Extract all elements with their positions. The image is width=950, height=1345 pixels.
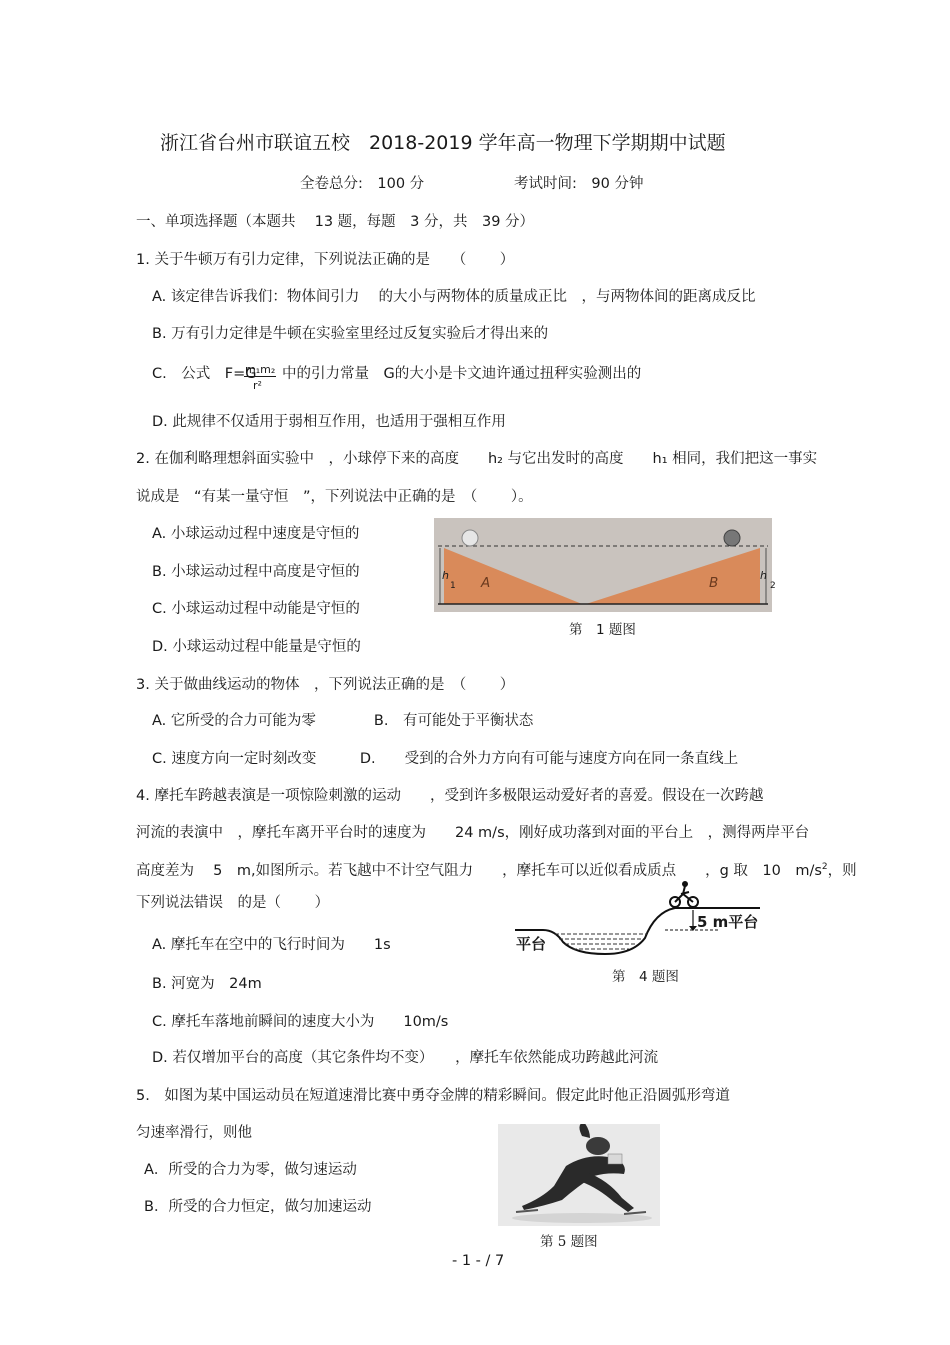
q5-stem-line1: 5. 如图为某中国运动员在短道速滑比赛中勇夺金牌的精彩瞬间。假定此时他正沿圆弧形弯道 bbox=[136, 1088, 730, 1104]
section-heading: 一、单项选择题（本题共 13 题，每题 3 分，共 39 分） bbox=[136, 214, 535, 230]
height-label-right: h bbox=[760, 569, 767, 582]
q4-stem-line3: 高度差为 5 m,如图所示。若飞越中不计空气阻力 ，摩托车可以近似看成质点 ，g 取 10 $m/s^2$，则 bbox=[136, 862, 857, 879]
speed-skater-photo bbox=[498, 1124, 660, 1226]
q2-stem-line2: 说成是 “有某一量守恒 ”，下列说法中正确的是 （ ）。 bbox=[136, 489, 533, 505]
page-number: - 1 - / 7 bbox=[452, 1253, 505, 1269]
ramp-label-b: B bbox=[709, 575, 719, 591]
q4-option-c: C. 摩托车落地前瞬间的速度大小为 10m/s bbox=[152, 1014, 449, 1030]
q2-option-d: D. 小球运动过程中能量是守恒的 bbox=[152, 639, 361, 655]
q4-stem-line4: 下列说法错误 的是（ ） bbox=[136, 895, 330, 911]
platform-height-label: 5 m平台 bbox=[697, 913, 759, 931]
q2-option-c: C. 小球运动过程中动能是守恒的 bbox=[152, 601, 360, 617]
q3-options-ab: A. 它所受的合力可能为零 B. 有可能处于平衡状态 bbox=[152, 713, 534, 729]
q1-option-b: B. 万有引力定律是牛顿在实验室里经过反复实验后才得出来的 bbox=[152, 326, 549, 342]
q2-stem-line1: 2. 在伽利略理想斜面实验中 ，小球停下来的高度 h₂ 与它出发时的高度 h₁ 相同，我们把这一事实 bbox=[136, 451, 818, 467]
formula-denominator: r² bbox=[253, 379, 262, 392]
platform-label-left: 平台 bbox=[516, 935, 547, 953]
galileo-ramp-figure bbox=[434, 518, 772, 612]
formula-numerator: m₁m₂ bbox=[245, 363, 276, 376]
q5-option-b: B．所受的合力恒定，做匀加速运动 bbox=[144, 1199, 372, 1215]
total-score: 全卷总分: 100 分 bbox=[300, 176, 425, 192]
figure-1-caption: 第 1 题图 bbox=[569, 622, 636, 638]
motorcycle-icon bbox=[670, 881, 698, 907]
ball-end bbox=[724, 530, 740, 546]
figure-5-caption: 第 5 题图 bbox=[540, 1234, 598, 1250]
q5-stem-line2: 匀速率滑行，则他 bbox=[136, 1125, 252, 1141]
q5-option-a: A．所受的合力为零，做匀速运动 bbox=[144, 1162, 357, 1178]
exam-time: 考试时间: 90 分钟 bbox=[514, 176, 644, 192]
height-subscript-2: 2 bbox=[770, 581, 776, 591]
q1-option-c-text: 中的引力常量 G的大小是卡文迪许通过扭秤实验测出的 bbox=[282, 366, 642, 382]
q1-option-d: D. 此规律不仅适用于弱相互作用，也适用于强相互作用 bbox=[152, 414, 506, 430]
q1-option-c-prefix: C. 公式 F=G bbox=[152, 366, 257, 382]
height-subscript-1: 1 bbox=[450, 581, 456, 591]
q4-stem-line2: 河流的表演中 ，摩托车离开平台时的速度为 24 m/s，刚好成功落到对面的平台上 ，测得两岸平台 bbox=[136, 825, 810, 841]
q4-option-a: A. 摩托车在空中的飞行时间为 1s bbox=[152, 937, 391, 953]
q2-option-b: B. 小球运动过程中高度是守恒的 bbox=[152, 564, 360, 580]
q1-stem: 1. 关于牛顿万有引力定律，下列说法正确的是 （ ） bbox=[136, 252, 515, 268]
exam-title: 浙江省台州市联谊五校 2018-2019 学年高一物理下学期期中试题 bbox=[160, 132, 726, 154]
q3-stem: 3. 关于做曲线运动的物体 ，下列说法正确的是 （ ） bbox=[136, 677, 515, 693]
q4-stem-line1: 4. 摩托车跨越表演是一项惊险刺激的运动 ，受到许多极限运动爱好者的喜爱。假设在一次跨越 bbox=[136, 788, 764, 804]
q4-option-b: B. 河宽为 24m bbox=[152, 976, 262, 992]
q2-option-a: A. 小球运动过程中速度是守恒的 bbox=[152, 526, 360, 542]
q3-options-cd: C. 速度方向一定时刻改变 D. 受到的合外力方向有可能与速度方向在同一条直线上 bbox=[152, 751, 739, 767]
ramp-label-a: A bbox=[481, 575, 491, 591]
figure-4-caption: 第 4 题图 bbox=[612, 969, 679, 985]
ball-start bbox=[462, 530, 478, 546]
q4-option-d: D. 若仅增加平台的高度（其它条件均不变） ，摩托车依然能成功跨越此河流 bbox=[152, 1050, 659, 1066]
q1-option-a: A. 该定律告诉我们：物体间引力 的大小与两物体的质量成正比 ，与两物体间的距离成反比 bbox=[152, 289, 756, 305]
height-label-left: h bbox=[442, 569, 449, 582]
